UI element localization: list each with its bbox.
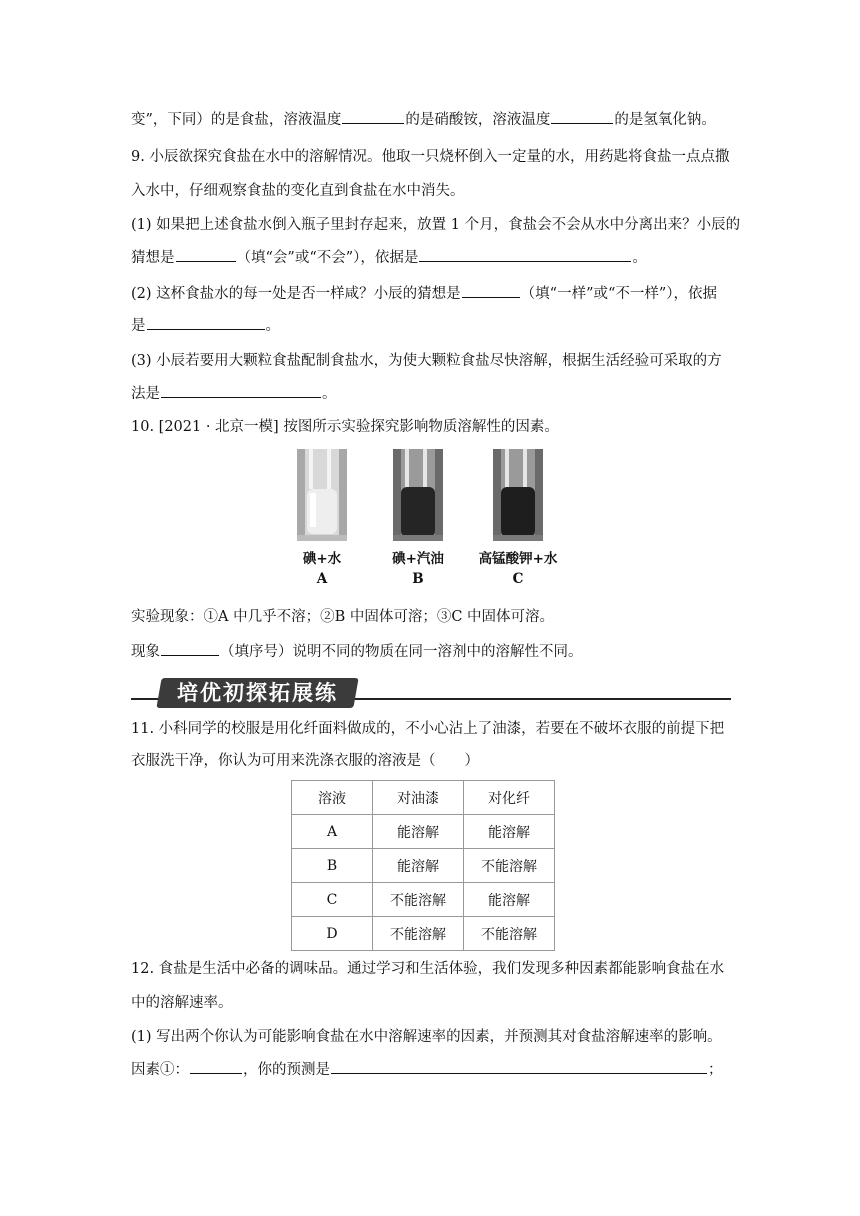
test-tube-a-image — [297, 449, 347, 541]
tube-c — [478, 449, 558, 589]
q10-stem: 10. [2021 · 北京一模] 按图所示实验探究影响物质溶解性的因素。 — [131, 419, 559, 435]
option-letter-cell: C — [292, 883, 373, 917]
table-cell: 不能溶解 — [373, 917, 464, 951]
table-cell: 能溶解 — [373, 849, 464, 883]
answer-blank[interactable] — [551, 108, 613, 124]
table-cell: 能溶解 — [464, 815, 555, 849]
table-cell: 不能溶解 — [464, 849, 555, 883]
q10-conclusion: 现象 （填序号）说明不同的物质在同一溶剂中的溶解性不同。 — [131, 640, 583, 663]
table-row — [292, 849, 555, 883]
banner-title: 培优初探拓展练 — [177, 681, 338, 705]
q12-stem-line1: 12. 食盐是生活中必备的调味品。通过学习和生活体验，我们发现多种因素都能影响食盐在水 — [131, 961, 725, 977]
table-row — [292, 917, 555, 951]
answer-blank[interactable] — [161, 382, 321, 398]
q12-stem-line2: 中的溶解速率。 — [131, 995, 233, 1011]
q9-part3-line2: 法是 。 — [131, 382, 337, 405]
q8-text: 的是硝酸铵，溶液温度 — [405, 112, 551, 128]
table-header-cell: 溶液 — [292, 781, 373, 815]
tube-b — [378, 449, 458, 589]
tube-a-letter: A — [316, 571, 328, 587]
q9-part1-line2: 猜想是 （填“会”或“不会”），依据是 。 — [131, 246, 647, 269]
q11-stem-line2: 衣服洗干净，你认为可用来洗涤衣服的溶液是（ ） — [131, 753, 479, 769]
q9-part3-line1: (3) 小辰若要用大颗粒食盐配制食盐水，为使大颗粒食盐尽快溶解，根据生活经验可采取的方 — [131, 353, 722, 369]
tube-a — [282, 449, 362, 589]
tube-b-letter: B — [412, 571, 424, 587]
table-header-cell: 对油漆 — [373, 781, 464, 815]
table-header-row — [292, 781, 555, 815]
table-row — [292, 883, 555, 917]
table-cell: 不能溶解 — [373, 883, 464, 917]
table-cell: 不能溶解 — [464, 917, 555, 951]
table-cell: 能溶解 — [464, 883, 555, 917]
answer-blank[interactable] — [176, 246, 236, 262]
option-letter-cell: D — [292, 917, 373, 951]
table-row — [292, 815, 555, 849]
table-header-cell: 对化纤 — [464, 781, 555, 815]
q12-part1-line2: 因素①： ，你的预测是 ； — [131, 1058, 723, 1081]
q9-part2-line2: 是 。 — [131, 314, 280, 337]
test-tube-c-image — [493, 449, 543, 541]
q8-tail-line — [131, 108, 716, 131]
tube-c-label: 高锰酸钾+水 — [478, 551, 558, 567]
answer-blank[interactable] — [419, 246, 631, 262]
option-letter-cell: B — [292, 849, 373, 883]
q9-stem-line2: 入水中，仔细观察食盐的变化直到食盐在水中消失。 — [131, 183, 465, 199]
test-tube-b-image — [393, 449, 443, 541]
option-letter-cell: A — [292, 815, 373, 849]
q8-text: 的是氢氧化钠。 — [614, 112, 716, 128]
answer-blank[interactable] — [161, 640, 219, 656]
tube-c-letter: C — [512, 571, 524, 587]
q10-phenomenon: 实验现象：①A 中几乎不溶；②B 中固体可溶；③C 中固体可溶。 — [131, 609, 555, 625]
tube-a-label: 碘+水 — [302, 551, 342, 567]
q11-options-table — [291, 780, 555, 951]
q12-part1-line1: (1) 写出两个你认为可能影响食盐在水中溶解速率的因素，并预测其对食盐溶解速率的影响。 — [131, 1029, 722, 1045]
section-banner — [131, 676, 731, 712]
q8-text: 变”，下同）的是食盐，溶液温度 — [131, 112, 342, 128]
banner-box — [156, 678, 358, 708]
answer-blank[interactable] — [462, 282, 520, 298]
q9-stem-line1: 9. 小辰欲探究食盐在水中的溶解情况。他取一只烧杯倒入一定量的水，用药匙将食盐一点点撒 — [131, 149, 730, 165]
answer-blank[interactable] — [331, 1058, 707, 1074]
answer-blank[interactable] — [147, 314, 265, 330]
table-cell: 能溶解 — [373, 815, 464, 849]
test-tube-figure — [296, 449, 576, 599]
q11-stem-line1: 11. 小科同学的校服是用化纤面料做成的，不小心沾上了油漆，若要在不破坏衣服的前提下把 — [131, 721, 725, 737]
q9-part1-line1: (1) 如果把上述食盐水倒入瓶子里封存起来，放置 1 个月，食盐会不会从水中分离出来？小辰的 — [131, 217, 741, 233]
answer-blank[interactable] — [190, 1058, 242, 1074]
tube-b-label: 碘+汽油 — [392, 551, 444, 567]
q9-part2-line1: (2) 这杯食盐水的每一处是否一样咸？小辰的猜想是 （填“一样”或“不一样”），依据 — [131, 282, 717, 305]
answer-blank[interactable] — [342, 108, 404, 124]
